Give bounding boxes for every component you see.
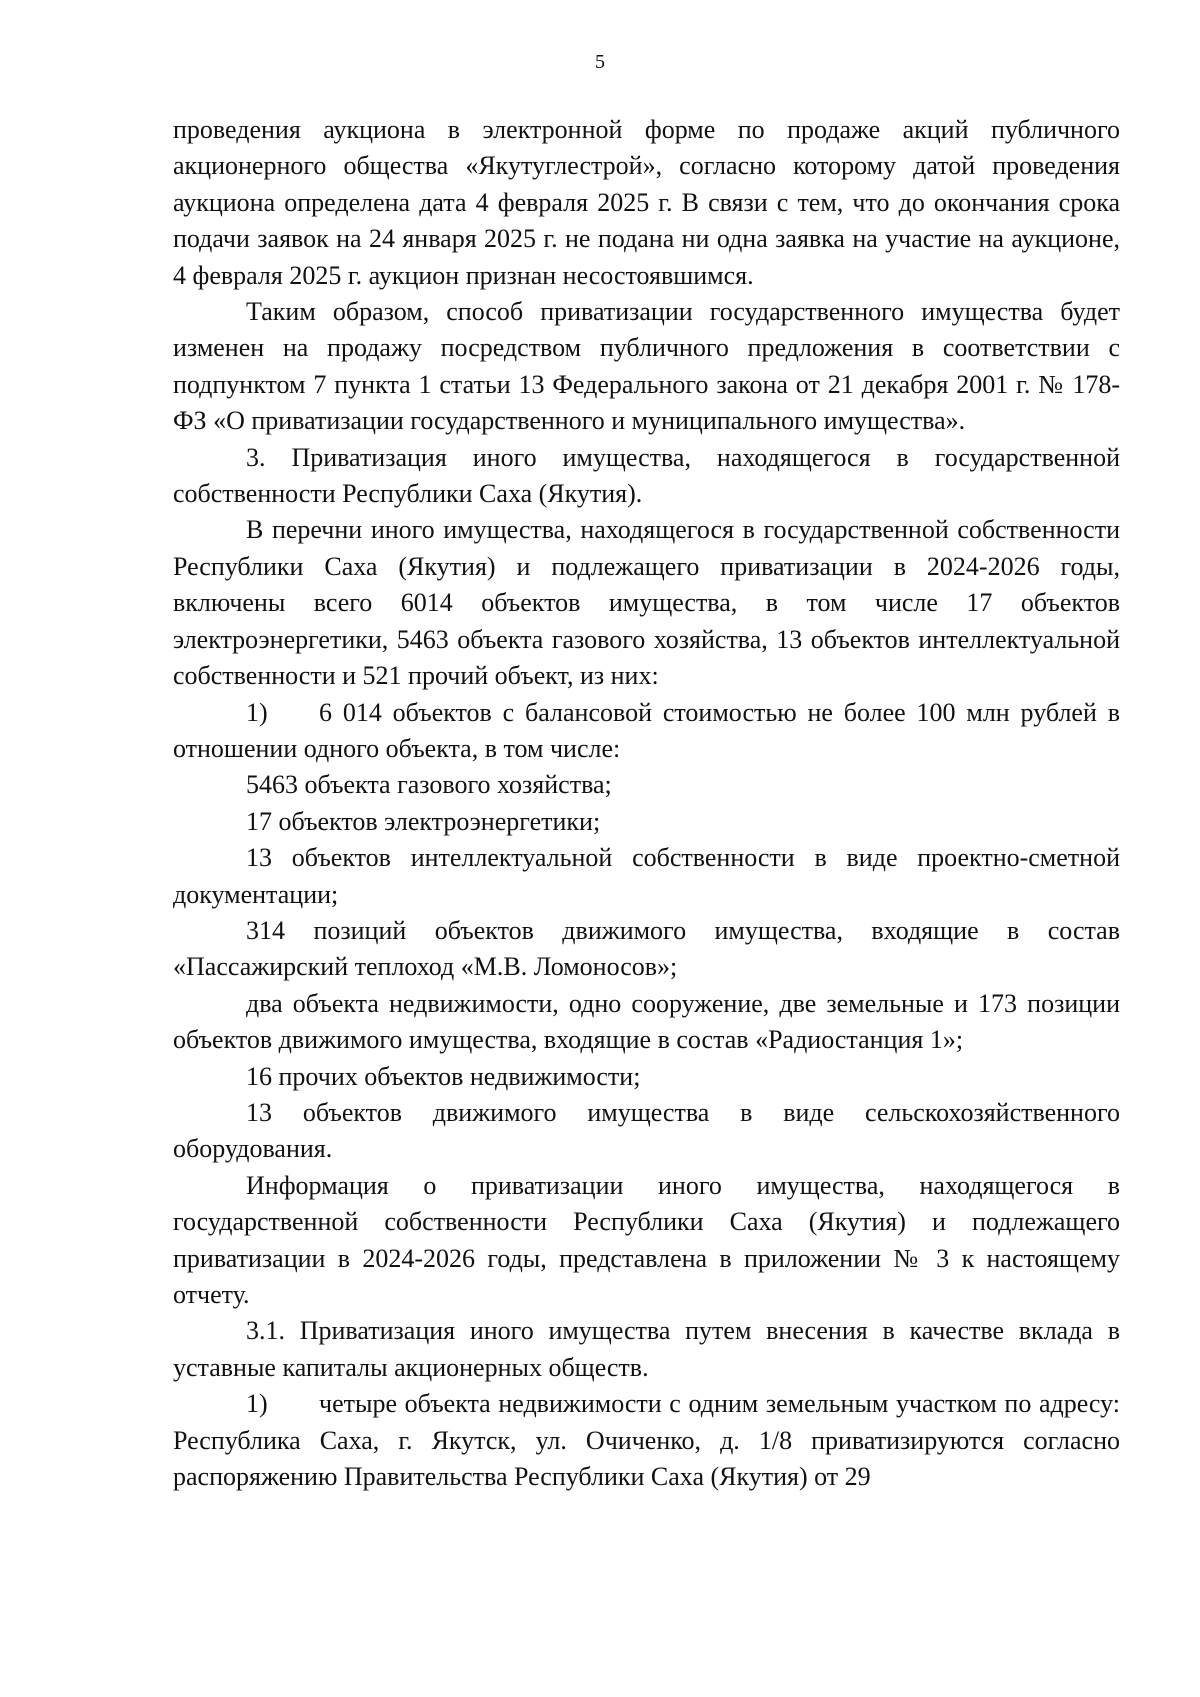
list-item-text: 6 014 объектов с балансовой стоимостью не более 100 млн рублей в отношении одного объекта, в том числе: (173, 697, 1120, 763)
page-number: 5 (595, 51, 605, 73)
list-entry-intellectual: 13 объектов интеллектуальной собственности в виде проектно-сметной документации; (173, 843, 1120, 909)
section-heading-3: 3. Приватизация иного имущества, находящегося в государственной собственности Республики Саха (Якутия). (173, 442, 1120, 509)
list-entry-electric: 17 объектов электроэнергетики; (246, 806, 601, 836)
list-entry-agricultural: 13 объектов движимого имущества в виде сельскохозяйственного оборудования. (173, 1097, 1120, 1164)
paragraph-appendix-info: Информация о приватизации иного имущества, находящегося в государственной собственности Республики Саха (Якутия) и подлежащего приватизации в 2024-2026 годы, представлена в приложении № 3 к настоящему отчету. (173, 1170, 1120, 1309)
list-item-1-real-estate (173, 1386, 1120, 1495)
paragraph-property-lists: В перечни иного имущества, находящегося в государственной собственности Республики Саха (Якутия) и подлежащего приватизации в 2024-2026 годы, включены всего 6014 объектов имущества, в том числе 17 объектов электроэнергетики, 5463 объекта газового хозяйства, 13 объектов интеллектуальной собственности и 521 прочий объект, из них: (173, 515, 1120, 691)
list-entry-radiostation: два объекта недвижимости, одно сооружение, две земельные и 173 позиции объектов движимого имущества, входящие в состав «Радиостанция 1»; (173, 988, 1120, 1055)
paragraph-auction-result: проведения аукциона в электронной форме по продаже акций публичного акционерного общества «Якутуглестрой», согласно которому датой проведения аукциона определена дата 4 февраля 2025 г. В связи с тем, что до окончания срока подачи заявок на 24 января 2025 г. не подана ни одна заявка на участие на аукционе, 4 февраля 2025 г. аукцион признан несостоявшимся. (173, 115, 1120, 290)
list-entry-gas: 5463 объекта газового хозяйства; (246, 770, 612, 800)
paragraph-privatization-method: Таким образом, способ приватизации государственного имущества будет изменен на продажу посредством публичного предложения в соответствии с подпунктом 7 пункта 1 статьи 13 Федерального закона от 21 декабря 2001 г. № 178-ФЗ «О приватизации государственного и муниципального имущества». (173, 297, 1120, 436)
list-item-1 (173, 695, 1120, 768)
section-heading-3-1: 3.1. Приватизация иного имущества путем внесения в качестве вклада в уставные капиталы акционерных обществ. (173, 1316, 1120, 1382)
list-item-number: 1) (246, 1389, 268, 1419)
list-item-text: четыре объекта недвижимости с одним земельным участком по адресу: Республика Саха, г. Якутск, ул. Очиченко, д. 1/8 приватизируются согласно распоряжению Правительства Республики Саха (Якутия) от 29 (173, 1389, 1120, 1492)
list-item-number: 1) (246, 697, 268, 727)
list-entry-other-real-estate: 16 прочих объектов недвижимости; (246, 1061, 641, 1091)
document-body (173, 112, 1120, 1495)
list-entry-lomonosov: 314 позиций объектов движимого имущества, входящие в состав «Пассажирский теплоход «М.В. Ломоносов»; (173, 915, 1120, 982)
